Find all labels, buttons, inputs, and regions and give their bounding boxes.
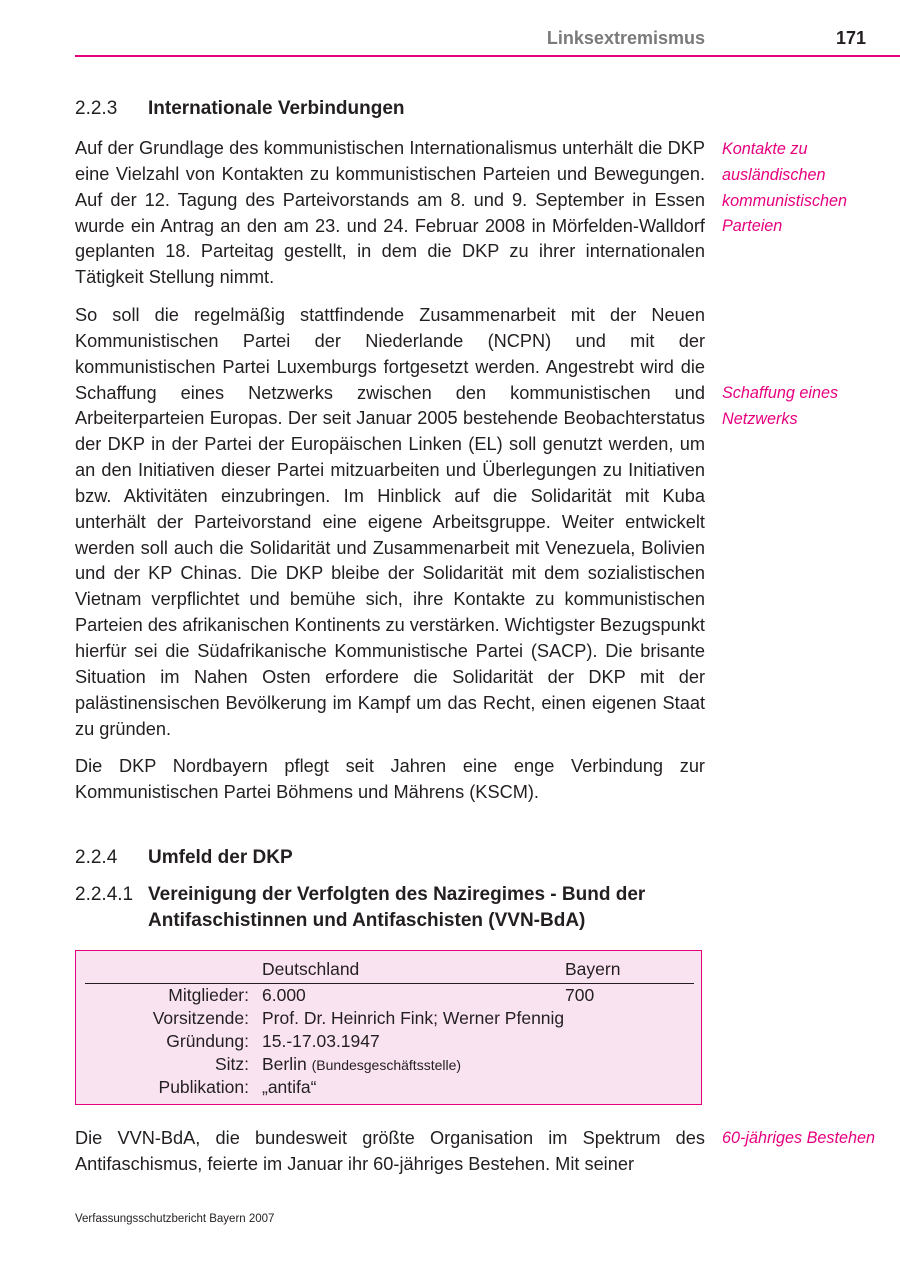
margin-note-bestehen: 60-jähriges Bestehen	[722, 1129, 875, 1147]
fact-value: Prof. Dr. Heinrich Fink; Werner Pfennig	[262, 1008, 565, 1028]
fact-value: 15.-17.03.1947	[262, 1031, 380, 1051]
fact-row-sitz	[76, 1053, 701, 1076]
margin-note-kontakte: Kontakte zu ausländischen kommunistischen Parteien	[722, 140, 848, 236]
page-number: 171	[835, 28, 866, 48]
fact-box	[75, 950, 702, 1105]
section-title-line-2: Antifaschistinnen und Antifaschisten (VVN-BdA)	[148, 910, 586, 931]
fact-value-city: Berlin	[262, 1054, 307, 1074]
section-number: 2.2.3	[75, 98, 118, 119]
paragraph-2: So soll die regelmäßig stattfindende Zusammenarbeit mit der Neuen Kommunistischen Partei der Niederlande (NCPN) und mit der kommunistischen Partei Luxemburgs fortgesetzt werden. Angestrebt wird die Schaffung eines Netzwerks zwischen den kommunistischen und Arbeiterparteien Europas. Der seit Januar 2005 bestehende Beobachterstatus der DKP in der Partei der Europäischen Linken (EL) soll genutzt werden, um an den Initiativen dieser Partei mitzuarbeiten und Überlegungen zu Initiativen bzw. Aktivitäten einzubringen. Im Hinblick auf die Solidarität mit Kuba unterhält der Parteivorstand eine eigene Arbeitsgruppe. Weiter entwickelt werden soll auch die Solidarität und Zusammenarbeit mit Venezuela, Bolivien und der KP Chinas. Die DKP bleibe der Solidarität mit dem sozialistischen Vietnam verpflichtet und bemühe sich, ihre Kontakte zu kommunistischen Parteien des afrikanischen Kontinents zu verstärken. Wichtigster Bezugspunkt hierfür sei die Südafrikanische Kommunistische Partei (SACP). Die brisante Situation im Nahen Osten erfordere die Solidarität der DKP mit der palästinensischen Bevölkerung im Kampf um das Recht, einen eigenen Staat zu gründen.	[75, 305, 705, 739]
fact-label: Publikation:	[158, 1077, 249, 1097]
paragraph-1: Auf der Grundlage des kommunistischen Internationalismus unterhält die DKP eine Vielzahl von Kontakten zu kommunistischen Parteien und Bewegungen. Auf der 12. Tagung des Parteivorstands am 8. und 9. September in Essen wurde ein Antrag an den am 23. und 24. Februar 2008 in Mörfelden-Walldorf geplanten 18. Parteitag gestellt, in dem die DKP zu ihrer internationalen Tätigkeit Stellung nimmt.	[75, 138, 705, 288]
paragraph-4: Die VVN-BdA, die bundesweit größte Organisation im Spektrum des Antifaschismus, feierte im Januar ihr 60-jähriges Bestehen. Mit seiner	[75, 1128, 705, 1174]
section-title: Umfeld der DKP	[148, 847, 293, 868]
fact-value: „antifa“	[262, 1077, 317, 1097]
header-rule	[75, 55, 900, 57]
margin-note-netzwerk: Schaffung eines Netzwerks	[722, 384, 839, 428]
fact-label: Gründung:	[166, 1031, 249, 1051]
fact-label: Mitglieder:	[168, 985, 249, 1005]
fact-label: Vorsitzende:	[152, 1008, 249, 1028]
column-header-deutschland: Deutschland	[262, 959, 360, 979]
fact-row-vorsitzende	[76, 1007, 701, 1030]
fact-value	[262, 1053, 461, 1077]
section-title-line-1: Vereinigung der Verfolgten des Naziregimes - Bund der	[148, 884, 646, 905]
running-header-title: Linksextremismus	[546, 28, 705, 48]
page-footer: Verfassungsschutzbericht Bayern 2007	[75, 1213, 275, 1225]
fact-label: Sitz:	[214, 1054, 249, 1074]
fact-value-bayern: 700	[565, 985, 595, 1005]
section-number: 2.2.4	[75, 847, 118, 868]
fact-row-publikation	[76, 1076, 701, 1099]
fact-value: 6.000	[262, 985, 306, 1005]
column-header-bayern: Bayern	[565, 959, 621, 979]
section-number: 2.2.4.1	[75, 884, 134, 905]
paragraph-3: Die DKP Nordbayern pflegt seit Jahren eine enge Verbindung zur Kommunistischen Partei Böhmens und Mährens (KSCM).	[75, 756, 705, 802]
fact-row-gruendung	[76, 1030, 701, 1053]
fact-value-note: (Bundesgeschäftsstelle)	[311, 1057, 462, 1073]
fact-row-mitglieder	[76, 984, 701, 1007]
section-title: Internationale Verbindungen	[148, 98, 405, 119]
